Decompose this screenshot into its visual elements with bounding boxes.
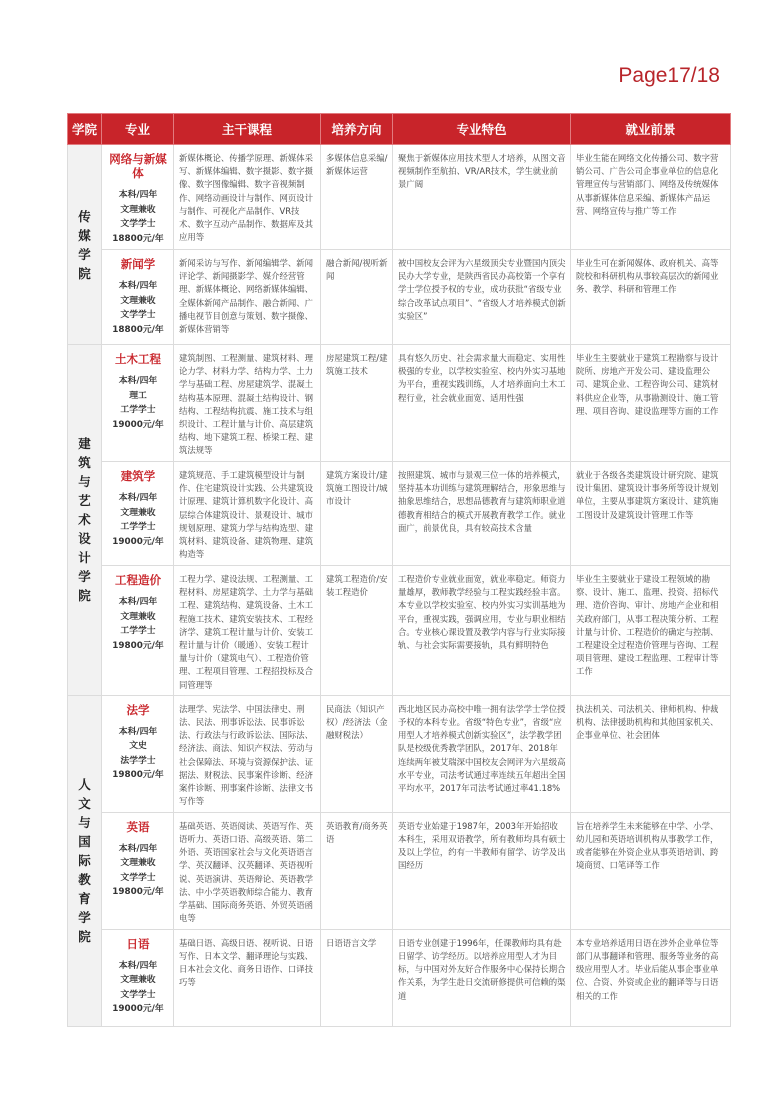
courses-cell: 建筑规范、手工建筑模型设计与制作、住宅建筑设计实践、公共建筑设计原理、建筑计算机数字化设计、高层综合体建筑设计、景观设计、城市规划原理、建筑力学与结构选型、建筑材料、建筑设备、建筑物理、建筑构造等 xyxy=(174,462,321,566)
features-cell: 具有悠久历史、社会需求量大而稳定、实用性极强的专业，以学校实验室、校内外实习基地为平台，重视实践训练，人才培养面向土木工程行业，社会就业面宽、适用性强 xyxy=(393,345,571,462)
major-duration: 本科/四年 xyxy=(118,493,158,503)
features-cell: 聚焦于新媒体应用技术型人才培养，从图文音视频制作至航拍、VR/AR技术，学生就业前景广阔 xyxy=(393,145,571,250)
major-name: 网络与新媒体 xyxy=(109,152,167,180)
major-degree: 工学学士 xyxy=(120,626,156,636)
major-degree: 工学学士 xyxy=(120,405,156,415)
major-admission: 文理兼收 xyxy=(120,295,156,306)
table-row xyxy=(68,695,731,812)
prospects-cell: 就业于各级各类建筑设计研究院、建筑设计集团、建筑设计事务所等设计规划单位，主要从事建筑方案设计、建筑施工图设计及建筑设计管理工作等 xyxy=(571,462,731,566)
header-college: 学院 xyxy=(68,114,102,145)
major-tuition: 19000元/年 xyxy=(112,419,164,430)
major-duration: 本科/四年 xyxy=(118,597,158,607)
college-name: 建筑与艺术设计学院 xyxy=(78,436,91,604)
major-degree: 文学学士 xyxy=(120,310,156,320)
major-cell xyxy=(102,345,174,462)
direction-cell: 英语教育/商务英语 xyxy=(321,812,393,929)
courses-cell: 工程力学、建设法规、工程测量、工程材料、房屋建筑学、土力学与基础工程、建筑结构、建筑设备、土木工程施工技术、建筑安装技术、工程经济学、建筑工程计量与计价、安装工程计量与计价（暖通）、安装工程计量与计价（建筑电气）、工程造价管理、工程项目管理、工程招投标及合同管理等 xyxy=(174,566,321,696)
major-admission: 文理兼收 xyxy=(120,858,156,869)
college-name: 人文与国际教育学院 xyxy=(78,777,91,945)
college-cell xyxy=(68,145,102,345)
major-admission: 文史 xyxy=(129,741,147,752)
major-duration: 本科/四年 xyxy=(118,726,158,737)
major-degree: 文学学士 xyxy=(120,872,156,883)
major-cell xyxy=(102,812,174,929)
prospects-cell: 旨在培养学生未来能够在中学、小学、幼儿园和英语培训机构从事教学工作，或者能够在外资企业从事英语培训、跨境商贸、口笔译等工作 xyxy=(571,812,731,929)
major-cell xyxy=(102,566,174,696)
major-name: 土木工程 xyxy=(115,352,161,366)
major-admission: 文理兼收 xyxy=(120,611,156,622)
courses-cell: 法理学、宪法学、中国法律史、刑法、民法、刑事诉讼法、民事诉讼法、行政法与行政诉讼法、国际法、经济法、商法、知识产权法、劳动与社会保障法、环境与资源保护法、证据法、财税法、民事案件诊断、经济案件诊断、刑事案件诊断、法律文书写作等 xyxy=(174,695,321,812)
features-cell: 工程造价专业就业面宽，就业率稳定。师资力量雄厚，教师教学经验与工程实践经验丰富。本专业以学校实验室、校内外实习实训基地为平台，重视实践，强调应用，专业与职业相结合。专业核心课设置及教学内容与行业实际接轨、与社会实际需要接轨，具有鲜明特色 xyxy=(393,566,571,696)
major-tuition: 19000元/年 xyxy=(112,1004,164,1015)
table-row xyxy=(68,566,731,696)
major-tuition: 19800元/年 xyxy=(112,640,164,651)
features-cell: 西北地区民办高校中唯一拥有法学学士学位授予权的本科专业。省级“特色专业”，省级“应用型人才培养模式创新实验区”，法学教学团队是校级优秀教学团队，2017年、2018年连续两年被艾瑞深中国校友会网评为六星级高水平专业，司法考试通过率连续五年超出全国平均水平，2017年司法考试通过率41.18% xyxy=(393,695,571,812)
courses-cell: 新媒体概论、传播学原理、新媒体采写、新媒体编辑、数字摄影、数字摄像、数字图像编辑、数字音视频制作、网络动画设计与制作、网页设计与制作、可视化产品制作、VR技术、数字互动产品制作、数据库及其应用等 xyxy=(174,145,321,250)
major-name: 建筑学 xyxy=(120,469,156,483)
major-name: 日语 xyxy=(126,936,150,951)
direction-cell: 建筑方案设计/建筑施工图设计/城市设计 xyxy=(321,462,393,566)
major-tuition: 19000元/年 xyxy=(112,536,164,547)
major-degree: 文学学士 xyxy=(120,219,156,229)
features-cell: 被中国校友会评为六星级顶尖专业暨国内顶尖民办大学专业，是陕西省民办高校第一个享有学士学位授予权的专业，成功获批“省级专业综合改革试点项目”、“省级人才培养模式创新实验区” xyxy=(393,250,571,345)
features-cell: 日语专业创建于1996年，任课教师均具有赴日留学、访学经历。以培养应用型人才为目标，与中国对外友好合作服务中心保持长期合作关系，为学生赴日交流研修提供可信赖的渠道 xyxy=(393,929,571,1026)
college-name: 传媒学院 xyxy=(78,208,91,281)
header-direction: 培养方向 xyxy=(321,114,393,145)
major-duration: 本科/四年 xyxy=(118,281,158,291)
major-tuition: 18800元/年 xyxy=(112,324,164,335)
header-features: 专业特色 xyxy=(393,114,571,145)
header-prospects: 就业前景 xyxy=(571,114,731,145)
table-row xyxy=(68,812,731,929)
table-row xyxy=(68,345,731,462)
direction-cell: 多媒体信息采编/新媒体运营 xyxy=(321,145,393,250)
header-courses: 主干课程 xyxy=(174,114,321,145)
major-name: 法学 xyxy=(126,702,150,717)
major-tuition: 19800元/年 xyxy=(112,770,164,781)
major-tuition: 18800元/年 xyxy=(112,233,164,244)
table-row xyxy=(68,250,731,345)
majors-table xyxy=(67,113,731,1027)
major-cell xyxy=(102,929,174,1026)
header-major: 专业 xyxy=(102,114,174,145)
major-cell xyxy=(102,145,174,250)
table-row xyxy=(68,462,731,566)
features-cell: 英语专业始建于1987年，2003年开始招收本科生，采用双语教学，所有教师均具有硕士及以上学位，约有一半教师有留学、访学及出国经历 xyxy=(393,812,571,929)
major-admission: 理工 xyxy=(129,390,147,401)
direction-cell: 建筑工程造价/安装工程造价 xyxy=(321,566,393,696)
table-row xyxy=(68,929,731,1026)
major-duration: 本科/四年 xyxy=(118,843,158,854)
major-cell xyxy=(102,695,174,812)
major-admission: 文理兼收 xyxy=(120,975,156,986)
direction-cell: 融合新闻/视听新闻 xyxy=(321,250,393,345)
major-tuition: 19800元/年 xyxy=(112,887,164,898)
major-name: 新闻学 xyxy=(120,257,156,271)
courses-cell: 基础英语、英语阅读、英语写作、英语听力、英语口语、高级英语、第二外语、英语国家社会与文化英语语言学、英汉翻译、汉英翻译、英语视听说、英语演讲、英语辩论、英语教学法、中小学英语教师综合能力、教育学基础、国际商务英语、外贸英语函电等 xyxy=(174,812,321,929)
major-duration: 本科/四年 xyxy=(118,190,158,200)
prospects-cell: 毕业生可在新闻媒体、政府机关、高等院校和科研机构从事较高层次的新闻业务、教学、科研和管理工作 xyxy=(571,250,731,345)
courses-cell: 基础日语、高级日语、视听说、日语写作、日本文学、翻译理论与实践、日本社会文化、商务日语作、口译技巧等 xyxy=(174,929,321,1026)
college-cell xyxy=(68,695,102,1026)
major-duration: 本科/四年 xyxy=(118,376,158,386)
features-cell: 按照建筑、城市与景观三位一体的培养模式，坚持基本功训练与建筑理解结合，形象思维与抽象思维结合，思想品德教育与建筑师职业道德教育相结合的模式开展教育教学工作。就业面广，前景优良，具有较高技术含量 xyxy=(393,462,571,566)
page-number: Page17/18 xyxy=(618,64,720,87)
prospects-cell: 本专业培养适用日语在涉外企业单位等部门从事翻译和管理、服务等业务的高级应用型人才。毕业后能从事企事业单位、合资、外资或企业的翻译等与日语相关的工作 xyxy=(571,929,731,1026)
major-admission: 文理兼收 xyxy=(120,507,156,518)
prospects-cell: 执法机关、司法机关、律师机构、仲裁机构、法律援助机构和其他国家机关、企事业单位、社会团体 xyxy=(571,695,731,812)
table-row xyxy=(68,145,731,250)
major-name: 英语 xyxy=(126,819,150,834)
major-degree: 法学学士 xyxy=(120,755,156,766)
major-cell xyxy=(102,462,174,566)
prospects-cell: 毕业生主要就业于建筑工程勘察与设计院所、房地产开发公司、建设监理公司、建筑企业、工程咨询公司、建筑材料供应企业等，从事勘测设计、施工管理、项目咨询、建设监理等方面的工作 xyxy=(571,345,731,462)
prospects-cell: 毕业生能在网络文化传播公司、数字营销公司、广告公司企事业单位的信息化管理宣传与营销部门、网络及传统媒体从事新媒体信息采编、新媒体产品运营、网络宣传与推广等工作 xyxy=(571,145,731,250)
courses-cell: 新闻采访与写作、新闻编辑学、新闻评论学、新闻摄影学、媒介经营管理、新媒体概论、网络新媒体编辑、全媒体新闻产品制作、融合新闻、广播电视节目创意与策划、数字摄像、新媒体营销等 xyxy=(174,250,321,345)
major-name: 工程造价 xyxy=(115,573,161,587)
direction-cell: 日语语言文学 xyxy=(321,929,393,1026)
courses-cell: 建筑制图、工程测量、建筑材料、理论力学、材料力学、结构力学、土力学与基础工程、房屋建筑学、混凝土结构基本原理、混凝土结构设计、钢结构、工程结构抗震、施工技术与组织设计、工程计量与计价、高层建筑结构、地下建筑工程、桥梁工程、建筑法规等 xyxy=(174,345,321,462)
major-duration: 本科/四年 xyxy=(118,960,158,971)
major-admission: 文理兼收 xyxy=(120,204,156,215)
major-cell xyxy=(102,250,174,345)
direction-cell: 房屋建筑工程/建筑施工技术 xyxy=(321,345,393,462)
table-header-row xyxy=(68,114,731,145)
college-cell xyxy=(68,345,102,696)
major-degree: 工学学士 xyxy=(120,522,156,532)
prospects-cell: 毕业生主要就业于建设工程领域的勘察、设计、施工、监理、投资、招标代理、造价咨询、审计、房地产企业和相关政府部门，从事工程决策分析、工程计量与计价、工程造价的确定与控制、工程建设全过程造价管理与咨询、工程项目管理、建设工程监理、工程审计等工作 xyxy=(571,566,731,696)
direction-cell: 民商法（知识产权）/经济法（金融财税法） xyxy=(321,695,393,812)
major-degree: 文学学士 xyxy=(120,989,156,1000)
